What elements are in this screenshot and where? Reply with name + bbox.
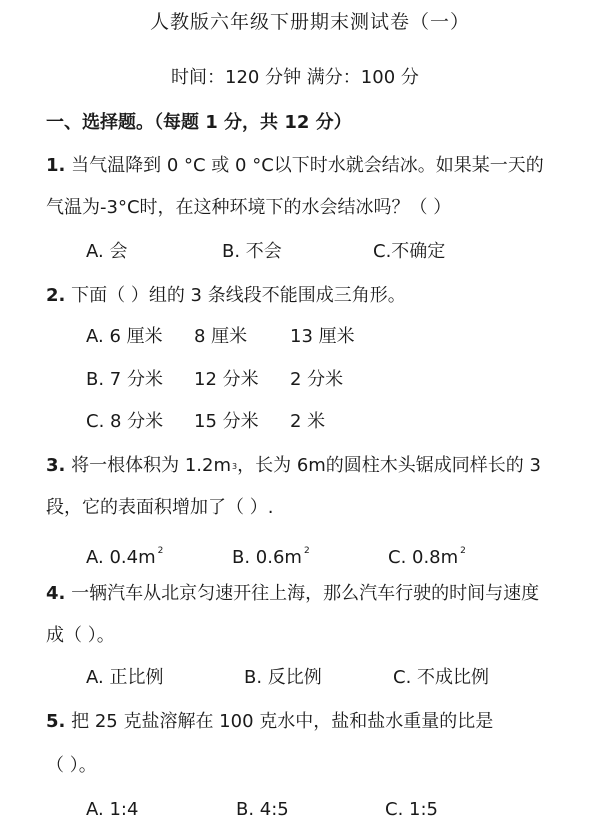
question-3-option-a — [86, 539, 163, 570]
question-text: 一辆汽车从北京匀速开往上海，那么汽车行驶的时间与速度 — [71, 583, 540, 604]
question-2-option-b: B. 7 分米 — [86, 369, 163, 390]
question-number: 2. — [46, 285, 66, 306]
question-3-option-b — [232, 539, 310, 570]
question-4-option-c: C. 不成比例 — [393, 667, 490, 688]
question-text: 把 25 克盐溶解在 100 克水中，盐和盐水重量的比是 — [71, 711, 494, 732]
option-text: C. 0.8m — [388, 547, 459, 568]
question-2-option-b-len2: 12 分米 — [194, 369, 259, 390]
question-text-a: 将一根体积为 1.2m — [71, 455, 231, 476]
page-title: 人教版六年级下册期末测试卷（一） — [150, 11, 471, 33]
question-2-option-a-len2: 8 厘米 — [194, 326, 248, 347]
superscript: 2 — [157, 546, 164, 556]
question-number: 4. — [46, 583, 66, 604]
question-1-option-a: A. 会 — [86, 241, 128, 262]
question-2-option-a: A. 6 厘米 — [86, 326, 163, 347]
superscript: 2 — [303, 546, 310, 556]
question-3-line-2: 段，它的表面积增加了（ ）. — [46, 497, 274, 518]
question-text: 下面（ ）组的 3 条线段不能围成三角形。 — [71, 285, 406, 306]
superscript: 2 — [460, 546, 466, 556]
question-2-option-c-len2: 15 分米 — [194, 411, 259, 432]
question-4-line-1 — [46, 582, 539, 606]
question-text-b: ，长为 6m的圆柱木头锯成同样长的 3 — [237, 455, 541, 476]
question-text: 当气温降到 0 °C 或 0 °C以下时水就会结冰。如果某一天的 — [71, 155, 544, 176]
question-3-line-1 — [46, 454, 541, 479]
question-3-option-c — [388, 539, 466, 570]
superscript: 3 — [232, 462, 238, 471]
question-1-line-2: 气温为-3°C时，在这种环境下的水会结冰吗？（ ） — [46, 197, 452, 218]
section-heading: 一、选择题。（每题 1 分，共 12 分） — [46, 112, 352, 133]
question-5-line-2: （ ）。 — [46, 755, 97, 776]
question-4-option-a: A. 正比例 — [86, 667, 164, 688]
question-2-option-b-len3: 2 分米 — [290, 369, 344, 390]
question-5-line-1 — [46, 710, 493, 734]
exam-info: 时间：120 分钟 满分：100 分 — [171, 67, 419, 88]
question-5-option-a: A. 1:4 — [86, 799, 139, 820]
option-text: A. 0.4m — [86, 547, 156, 568]
question-1-line-1 — [46, 154, 544, 178]
question-4-option-b: B. 反比例 — [244, 667, 322, 688]
question-1-option-b: B. 不会 — [222, 241, 282, 262]
question-1-option-c: C.不确定 — [373, 241, 446, 262]
question-number: 5. — [46, 711, 66, 732]
question-4-line-2: 成（ ）。 — [46, 625, 115, 646]
question-2-option-c-len3: 2 米 — [290, 411, 326, 432]
question-number: 3. — [46, 455, 66, 476]
question-number: 1. — [46, 155, 66, 176]
question-5-option-b: B. 4:5 — [236, 799, 289, 820]
question-2-option-a-len3: 13 厘米 — [290, 326, 355, 347]
question-2-line-1 — [46, 284, 406, 308]
option-text: B. 0.6m — [232, 547, 302, 568]
question-5-option-c: C. 1:5 — [385, 799, 438, 820]
question-2-option-c: C. 8 分米 — [86, 411, 164, 432]
